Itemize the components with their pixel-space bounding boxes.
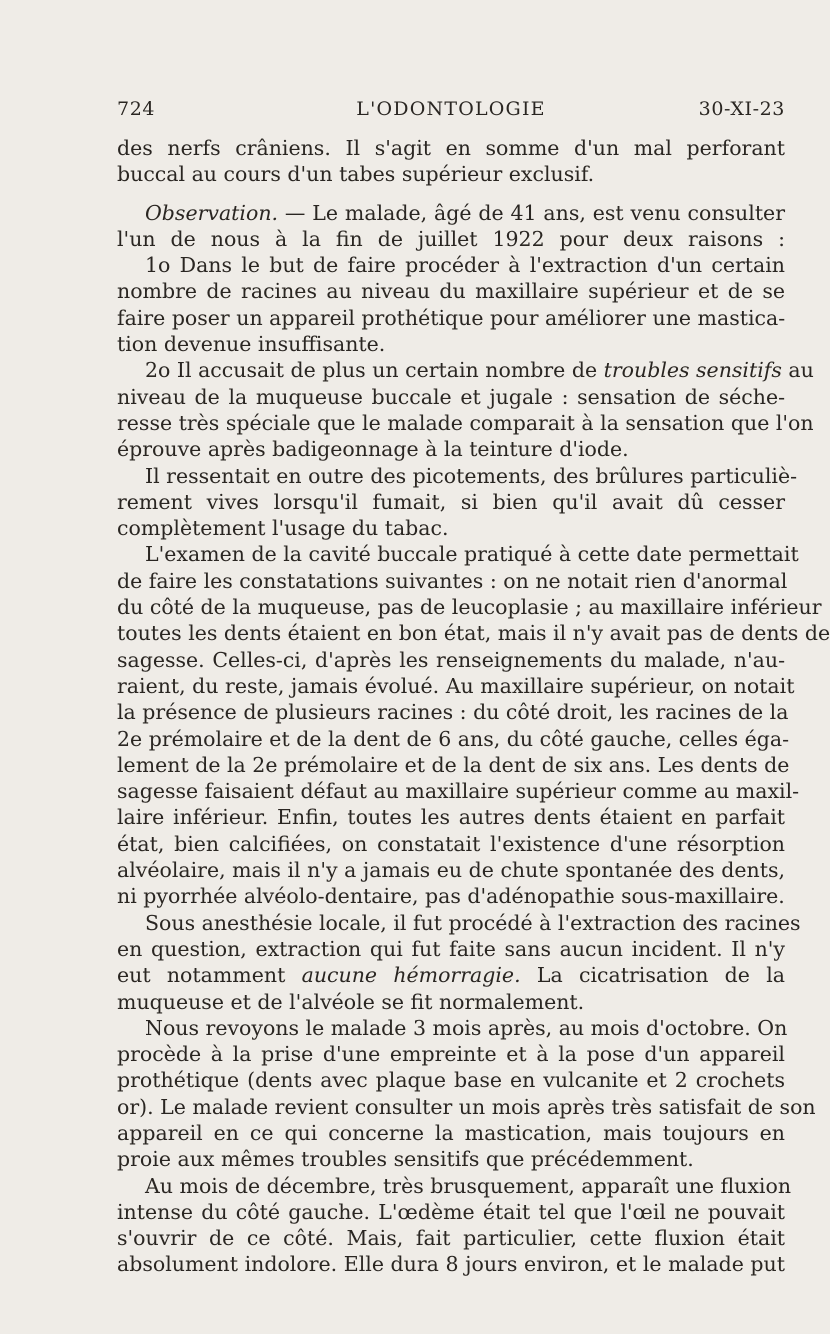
emphasis-troubles-sensitifs: troubles sensitifs <box>603 358 782 383</box>
text-line: des nerfs crâniens. Il s'agit en somme d'un mal perforant <box>117 136 785 160</box>
text-line: resse très spéciale que le malade comparait à la sensation que l'on <box>117 410 814 435</box>
text-line: la présence de plusieurs racines : du côté droit, les racines de la <box>117 700 789 725</box>
text-line: état, bien calcifiées, on constatait l'existence d'une résorption <box>117 831 785 856</box>
text-line: absolument indolore. Elle dura 8 jours environ, et le malade put <box>117 1252 785 1277</box>
text-line: faire poser un appareil prothétique pour améliorer une mastica- <box>117 305 786 330</box>
text-line: procède à la prise d'une empreinte et à la pose d'un appareil <box>117 1042 785 1067</box>
text-line: toutes les dents étaient en bon état, mais il n'y avait pas de dents de <box>117 621 830 646</box>
text-line: sagesse. Celles-ci, d'après les renseignements du malade, n'au- <box>117 647 785 672</box>
text-line: s'ouvrir de ce côté. Mais, fait particulier, cette fluxion était <box>117 1226 785 1251</box>
text-line: raient, du reste, jamais évolué. Au maxillaire supérieur, on notait <box>117 673 795 698</box>
text-line: prothétique (dents avec plaque base en vulcanite et 2 crochets <box>117 1068 785 1093</box>
text-line: niveau de la muqueuse buccale et jugale : sensation de séche- <box>117 384 785 409</box>
text-line: en question, extraction qui fut faite sans aucun incident. Il n'y <box>117 936 785 961</box>
text-line: ni pyorrhée alvéolo-dentaire, pas d'adénopathie sous-maxillaire. <box>117 884 785 909</box>
observation-line <box>117 200 785 226</box>
emphasis-aucune-hemorragie: aucune hémorragie. <box>301 963 521 988</box>
text-line: sagesse faisaient défaut au maxillaire supérieur comme au maxil- <box>117 779 800 804</box>
text-line: éprouve après badigeonnage à la teinture d'iode. <box>117 437 629 462</box>
text-line: buccal au cours d'un tabes supérieur exclusif. <box>117 162 595 187</box>
text-line: complètement l'usage du tabac. <box>117 516 449 541</box>
text-line: laire inférieur. Enfin, toutes les autres dents étaient en parfait <box>117 805 785 830</box>
text-line: or). Le malade revient consulter un mois après très satisfait de son <box>117 1094 816 1119</box>
text-line: Sous anesthésie locale, il fut procédé à l'extraction des racines <box>145 910 801 935</box>
text-line: du côté de la muqueuse, pas de leucoplasie ; au maxillaire inférieur <box>117 595 822 620</box>
text-line: 2e prémolaire et de la dent de 6 ans, du côté gauche, celles éga- <box>117 726 790 751</box>
text-line: 1o Dans le but de faire procéder à l'extraction d'un certain <box>145 253 785 278</box>
text-line: l'un de nous à la fin de juillet 1922 pour deux raisons : <box>117 226 785 251</box>
text-line: intense du côté gauche. L'œdème était tel que l'œil ne pouvait <box>117 1199 785 1224</box>
running-header <box>117 98 785 126</box>
text-line: rement vives lorsqu'il fumait, si bien qu'il avait dû cesser <box>117 489 785 514</box>
text-line: muqueuse et de l'alvéole se fit normalement. <box>117 989 585 1014</box>
body-text <box>117 135 830 1278</box>
hemorrhage-line: eut notamment aucune hémorragie. La cicatrisation de la <box>117 963 785 988</box>
text-line: proie aux mêmes troubles sensitifs que précédemment. <box>117 1147 694 1172</box>
text-line: tion devenue insuffisante. <box>117 332 386 357</box>
point2-line: 2o Il accusait de plus un certain nombre de troubles sensitifs au <box>145 358 814 383</box>
text-line: L'examen de la cavité buccale pratiqué à cette date permettait <box>145 542 799 567</box>
page-number: 724 <box>117 98 156 120</box>
text-line: nombre de racines au niveau du maxillaire supérieur et de se <box>117 279 785 304</box>
text-line: alvéolaire, mais il n'y a jamais eu de chute spontanée des dents, <box>117 858 785 883</box>
text-line: lement de la 2e prémolaire et de la dent de six ans. Les dents de <box>117 752 790 777</box>
issue-date: 30-XI-23 <box>698 98 785 120</box>
observation-label: Observation. <box>145 200 279 225</box>
observation-text: — Le malade, âgé de 41 ans, est venu consulter <box>278 200 785 225</box>
text-line: Nous revoyons le malade 3 mois après, au mois d'octobre. On <box>145 1015 788 1040</box>
text-line: de faire les constatations suivantes : on ne notait rien d'anormal <box>117 568 788 593</box>
text-line: Au mois de décembre, très brusquement, apparaît une fluxion <box>145 1173 792 1198</box>
text-line: Il ressentait en outre des picotements, des brûlures particuliè- <box>145 463 797 488</box>
journal-title: L'ODONTOLOGIE <box>356 98 546 120</box>
text-line: appareil en ce qui concerne la mastication, mais toujours en <box>117 1120 785 1145</box>
